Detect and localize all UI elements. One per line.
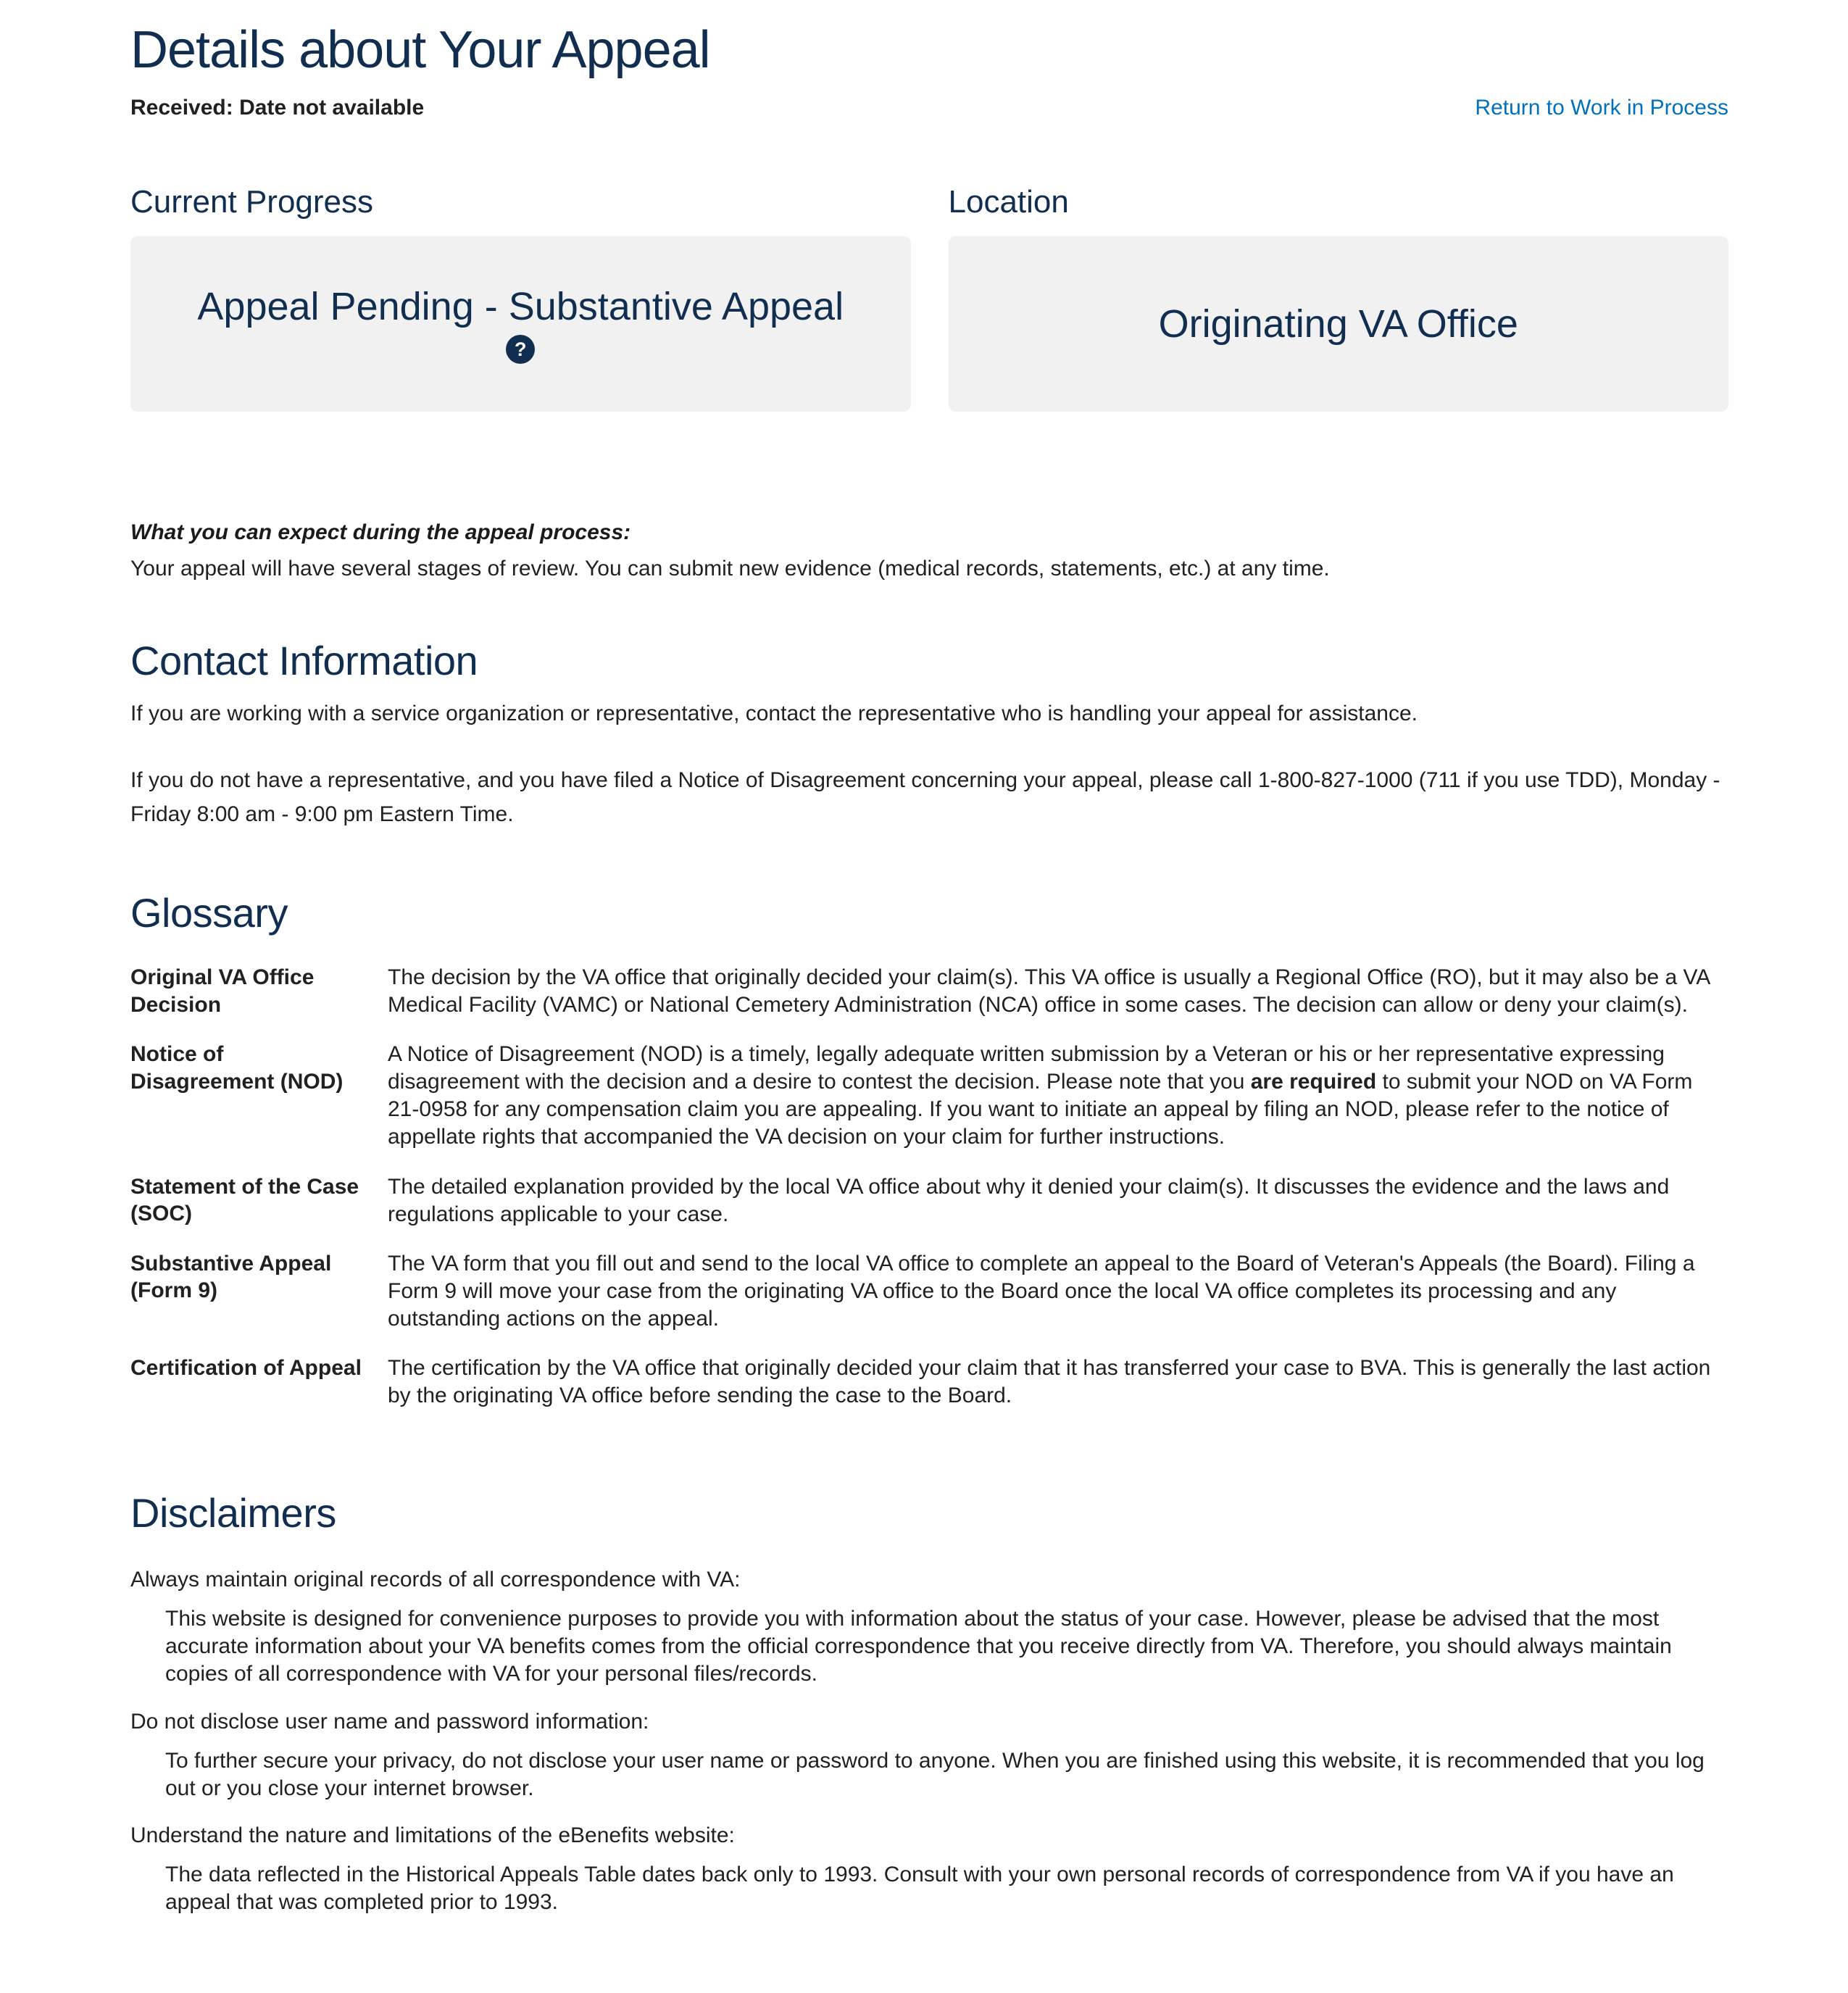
location-column [949,184,1729,412]
disclaimer-item [130,1821,1728,1916]
glossary-definition: The decision by the VA office that originally decided your claim(s). This VA office is usually a Regional Office (RO), but it may also be a VA Medical Facility (VAMC) or National Cemetery Administration (NCA) office in some cases. The decision can allow or deny your claim(s). [388,965,1710,1018]
disclaimer-item [130,1565,1728,1688]
glossary-definition: The VA form that you fill out and send to the local VA office to complete an appeal to the Board of Veteran's Appeals (the Board). Filing a Form 9 will move your case from the originating VA office to the Board once the local VA office completes its processing and any outstanding actions on the appeal. [388,1251,1695,1331]
glossary-term: Substantive Appeal (Form 9) [130,1251,332,1303]
received-date-label: Received: Date not available [130,96,425,120]
expect-heading: What you can expect during the appeal process: [130,520,631,544]
disclaimer-label: Do not disclose user name and password information: [130,1709,649,1734]
glossary-section [130,889,1728,1410]
glossary-term: Original VA Office Decision [130,965,315,1017]
contact-paragraph-1: If you are working with a service organization or representative, contact the representative who is handling your appeal for assistance. [130,701,1418,725]
glossary-term: Statement of the Case (SOC) [130,1174,359,1226]
glossary-definition: The detailed explanation provided by the local VA office about why it denied your claim(s). It discusses the evidence and the laws and regulations applicable to your case. [388,1174,1670,1226]
glossary-definition: The certification by the VA office that originally decided your claim that it has transferred your case to BVA. This is generally the last action by the originating VA office before sending the case to the Board. [388,1356,1711,1408]
return-to-work-in-process-link[interactable]: Return to Work in Process [1475,96,1728,120]
disclaimer-item [130,1707,1728,1802]
disclaimer-body: To further secure your privacy, do not disclose your user name or password to anyone. When you are finished using this website, it is recommended that you log out or you close your internet browser. [165,1748,1705,1800]
current-progress-box [130,236,911,412]
current-progress-column [130,184,911,412]
disclaimers-heading: Disclaimers [130,1490,336,1536]
question-circle-icon[interactable] [506,335,535,364]
expect-body: Your appeal will have several stages of review. You can submit new evidence (medical records, statements, etc.) at any time. [130,557,1330,581]
location-box [949,236,1729,412]
glossary-term: Certification of Appeal [130,1356,362,1381]
glossary-entry [130,1041,1728,1151]
location-heading: Location [948,184,1069,220]
disclaimer-body: This website is designed for convenience purposes to provide you with information about the status of your case. However, please be advised that the most accurate information about your VA benefits comes from the official correspondence that you receive directly from VA. Therefore, you should always maintain copies of all correspondence with VA for your personal files/records. [165,1607,1672,1686]
question-glyph: ? [515,338,527,360]
disclaimer-body: The data reflected in the Historical Appeals Table dates back only to 1993. Consult with your own personal records of correspondence from VA if you have an appeal that was completed prior to 1993. [165,1862,1674,1914]
glossary-definition-emphasis: are required [1250,1070,1377,1094]
contact-information-heading: Contact Information [130,637,478,683]
disclaimer-label: Understand the nature and limitations of the eBenefits website: [130,1823,735,1847]
location-value: Originating VA Office [1158,302,1518,346]
status-row [130,184,1728,412]
glossary-entry [130,964,1728,1019]
glossary-definition-text: A Notice of Disagreement (NOD) is a timely, legally adequate written submission by a Veteran or his or her representative expressing disagreement with the decision and a desire to contest the decision. Please note that you [388,1042,1665,1094]
contact-information-section [130,637,1728,832]
glossary-definition-text: to submit your NOD on VA Form 21-0958 for any compensation claim you are appealing. If you want to initiate an appeal by filing an NOD, please refer to the notice of appellate rights that accompanied the VA decision on your claim for further instructions. [388,1070,1693,1149]
glossary-entry [130,1173,1728,1228]
disclaimer-label: Always maintain original records of all correspondence with VA: [130,1568,741,1592]
glossary-definition [388,1041,1728,1151]
glossary-entry [130,1355,1728,1410]
header-meta-row [130,96,1728,120]
glossary-entry [130,1250,1728,1333]
page-title: Details about Your Appeal [130,21,710,79]
current-progress-value: Appeal Pending - Substantive Appeal [197,285,844,328]
disclaimers-section [130,1489,1728,1916]
current-progress-heading: Current Progress [130,184,374,220]
glossary-term: Notice of Disagreement (NOD) [130,1042,344,1094]
contact-paragraph-2: If you do not have a representative, and you have filed a Notice of Disagreement concerning your appeal, please call 1-800-827-1000 (711 if you use TDD), Monday - Friday 8:00 am - 9:00 pm Eastern Time. [130,768,1720,826]
glossary-heading: Glossary [130,890,288,936]
